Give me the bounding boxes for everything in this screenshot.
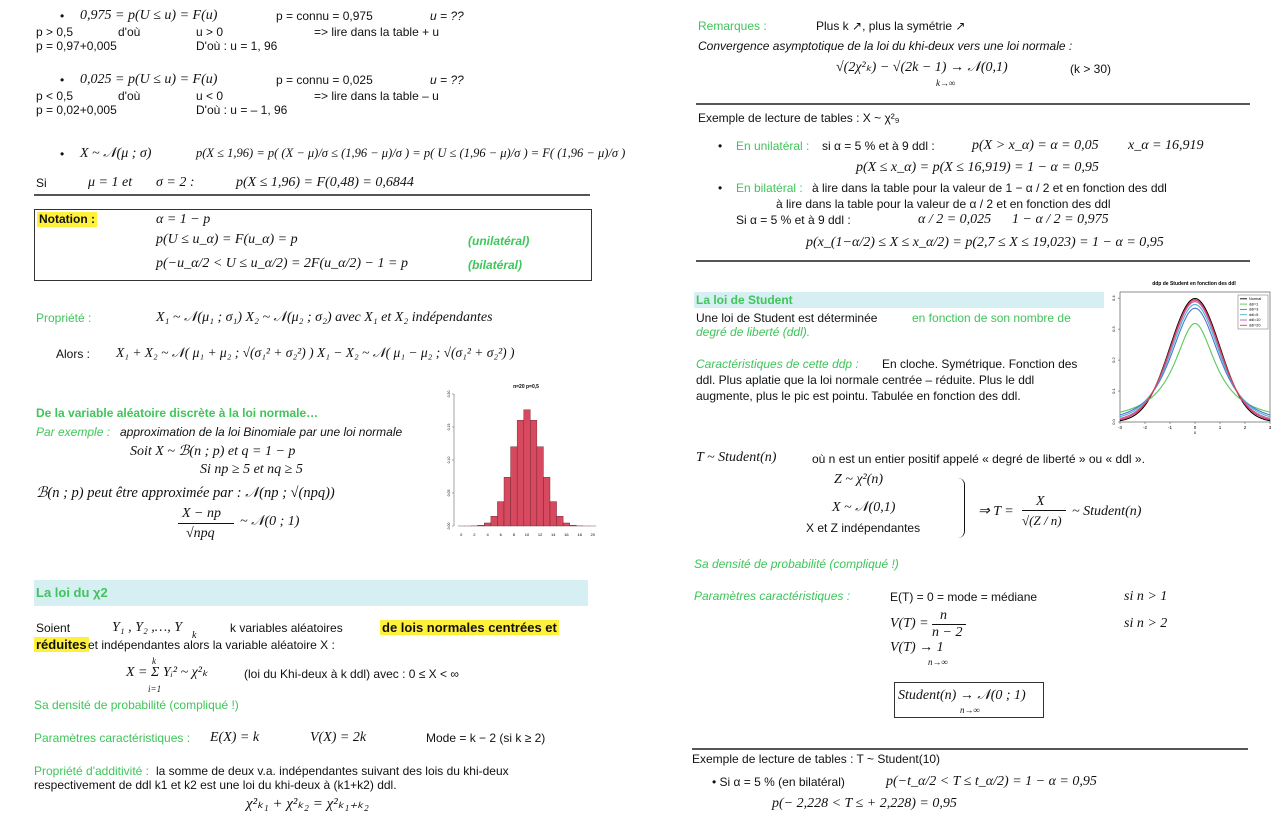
- student-def-b: où n est un entier positif appelé « degré de liberté » ou « ddl ».: [812, 452, 1145, 466]
- b3-equation: p(X ≤ 1,96) = p( (X − μ)/σ ≤ (1,96 − μ)/σ ) = p( U ≤ (1,96 − μ)/σ ) = F( (1,96 − μ)/σ ): [196, 146, 626, 160]
- discrete-frac-bar: [178, 523, 234, 524]
- chi-line-2: et indépendantes alors la variable aléatoire X :: [88, 638, 335, 652]
- ex-chi-bullet-1: •: [718, 139, 723, 153]
- student-legend-label: ddl=3: [1249, 307, 1259, 312]
- propriete-line-2: X₁ + X₂ ~ 𝒩( μ₁ + μ₂ ; √(σ₁² + σ₂²) ) X₁ − X₂ ~ 𝒩( μ₁ − μ₂ ; √(σ₁² + σ₂²) ): [116, 345, 515, 360]
- student-param-v-den: n − 2: [932, 625, 963, 640]
- student-p1-a: Une loi de Student est déterminée: [696, 311, 878, 325]
- student-legend-label: ddl=5: [1249, 312, 1259, 317]
- b2-equation: 0,025 = p(U ≤ u) = F(u): [80, 72, 218, 87]
- histogram-bar: [497, 502, 504, 526]
- b3-mu: μ = 1 et: [88, 175, 133, 190]
- histogram-xtick: 12: [537, 532, 543, 537]
- histogram-xtick: 16: [564, 532, 569, 537]
- b3-sigma: σ = 2 :: [156, 175, 195, 190]
- student-chart-ytick: 0.4: [1111, 295, 1116, 301]
- student-p2-b: En cloche. Symétrique. Fonction des: [882, 357, 1078, 371]
- ex-chi-bullet-2: •: [718, 181, 723, 195]
- chi-param-mode: Mode = k − 2 (si k ≥ 2): [426, 731, 546, 745]
- student-frac-tail: ~ Student(n): [1072, 504, 1142, 519]
- histogram-ytick: 0.05: [447, 489, 451, 497]
- chi-add-label: Propriété d'additivité :: [34, 764, 150, 778]
- ex-chi-b1-label: En unilatéral :: [736, 139, 810, 153]
- remarques-text: Plus k ↗, plus la symétrie ↗: [816, 19, 966, 33]
- b3-si: Si: [36, 176, 47, 190]
- divider-right-3: [692, 748, 1248, 750]
- b1-row2-a: p = 0,97+0,005: [36, 39, 117, 53]
- propriete-label: Propriété :: [36, 311, 92, 325]
- student-density-chart: [1108, 278, 1274, 436]
- ex-chi-b2-line-4: p(x_(1−α/2) ≤ X ≤ x_α/2) = p(2,7 ≤ X ≤ 19,023) = 1 − α = 0,95: [806, 235, 1164, 250]
- b2-row1-c: u < 0: [196, 89, 224, 103]
- ex-chi-b1-text: si α = 5 % et à 9 ddl :: [822, 139, 935, 153]
- student-chart-xtick: 2: [1243, 425, 1247, 430]
- student-p1-c: degré de liberté (ddl).: [696, 325, 811, 339]
- student-chart-ytick: 0.3: [1111, 326, 1116, 332]
- chi-formula-note: (loi du Khi-deux à k ddl) avec : 0 ≤ X < ∞: [244, 667, 459, 681]
- student-implies: ⇒ T =: [978, 504, 1014, 519]
- chi-sum-top: k: [152, 656, 156, 666]
- histogram-xtick: 20: [590, 532, 595, 537]
- histogram-bar: [537, 447, 544, 526]
- chi-title-band: [34, 580, 588, 606]
- histogram-title: n=20 p=0,5: [513, 384, 539, 390]
- remarques-under: k→∞: [936, 78, 956, 88]
- chi-formula: X = Σ Yᵢ² ~ χ²ₖ: [126, 665, 208, 680]
- chi-highlight-2: réduites: [36, 637, 87, 652]
- ex-student-line-1a: • Si α = 5 % (en bilatéral): [712, 775, 845, 789]
- student-limit: V(T) → 1: [890, 640, 944, 655]
- histogram-bar: [530, 420, 537, 526]
- student-p2-c: ddl. Plus aplatie que la loi normale centrée – réduite. Plus le ddl: [696, 373, 1035, 387]
- chi-param-e: E(X) = k: [210, 730, 260, 745]
- chi-add-text-1: la somme de deux v.a. indépendantes suivant des lois du khi-deux: [156, 764, 509, 778]
- student-curve: [1120, 323, 1270, 412]
- b1-row1-d: => lire dans la table + u: [314, 25, 440, 39]
- discrete-si: Si np ≥ 5 et nq ≥ 5: [200, 462, 303, 477]
- student-chart-title: ddp de Student en fonction des ddl: [1152, 281, 1236, 287]
- histogram-ytick: 0.00: [447, 522, 451, 530]
- student-p2-a: Caractéristiques de cette ddp :: [696, 357, 859, 371]
- student-box-under: n→∞: [960, 705, 980, 715]
- propriete-alors: Alors :: [56, 347, 91, 361]
- histogram-xtick: 2: [473, 532, 476, 537]
- chi-k-text: k variables aléatoires: [230, 621, 343, 635]
- remarques-formula: √(2χ²ₖ) − √(2k − 1) → 𝒩(0,1): [836, 60, 1008, 75]
- chi-highlight-1: de lois normales centrées et: [382, 620, 557, 635]
- ex-chi-b2-line-3c: 1 − α / 2 = 0,975: [1012, 212, 1109, 227]
- b2-row1-a: p < 0,5: [36, 89, 74, 103]
- notation-line-1: α = 1 − p: [156, 212, 211, 227]
- histogram-xtick: 18: [577, 532, 582, 537]
- discrete-example-label: Par exemple :: [36, 425, 111, 439]
- histogram-bar: [478, 525, 485, 526]
- histogram-xtick: 14: [551, 532, 556, 537]
- histogram-bar: [504, 477, 511, 526]
- student-frac-num: X: [1036, 494, 1045, 509]
- b2-row2-b: D'où : u = – 1, 96: [196, 103, 288, 117]
- student-chart-xtick: -2: [1142, 425, 1148, 430]
- student-params-label: Paramètres caractéristiques :: [694, 589, 851, 603]
- ex-chi-b1-line-2: p(X ≤ x_α) = p(X ≤ 16,919) = 1 − α = 0,95: [856, 160, 1099, 175]
- b3-result: p(X ≤ 1,96) = F(0,48) = 0,6844: [236, 175, 414, 190]
- notation-label: Notation :: [39, 212, 95, 226]
- histogram-bar: [550, 502, 557, 526]
- histogram-bar: [570, 525, 577, 526]
- histogram-bar: [511, 447, 518, 526]
- divider-right-2: [696, 260, 1250, 262]
- student-chart-xtick: 0: [1193, 425, 1197, 430]
- b3-law: X ~ 𝒩(μ ; σ): [80, 146, 152, 161]
- divider-right-1: [696, 103, 1250, 105]
- ex-chi-b1-eq: p(X > x_α) = α = 0,05: [972, 138, 1099, 153]
- student-param-v-num: n: [940, 608, 947, 623]
- chi-title: La loi du χ2: [36, 585, 108, 600]
- student-brace: [958, 478, 965, 538]
- discrete-frac-den: √npq: [186, 526, 215, 541]
- student-x: X ~ 𝒩(0,1): [832, 500, 896, 515]
- student-chart-ytick: 0.1: [1111, 388, 1116, 394]
- remarques-condition: (k > 30): [1070, 62, 1112, 76]
- b2-unknown: u = ??: [430, 73, 464, 87]
- student-z: Z ~ χ²(n): [834, 472, 884, 487]
- b1-known: p = connu = 0,975: [276, 9, 373, 23]
- ex-chi-b2-line-3b: α / 2 = 0,025: [918, 212, 992, 227]
- student-title: La loi de Student: [696, 293, 793, 307]
- histogram-ytick: 0.20: [447, 390, 451, 398]
- chi-soient: Soient: [36, 621, 71, 635]
- ex-chi-b2-label: En bilatéral :: [736, 181, 803, 195]
- student-frac-bar: [1022, 510, 1066, 511]
- binomial-histogram: [446, 380, 602, 540]
- histogram-ytick: 0.15: [447, 423, 451, 431]
- student-p1-b: en fonction de son nombre de: [912, 311, 1071, 325]
- b1-row2-b: D'où : u = 1, 96: [196, 39, 278, 53]
- student-p2-d: augmente, plus le pic est pointu. Tabulée en fonction des ddl.: [696, 389, 1021, 403]
- ex-chi-title: Exemple de lecture de tables : X ~ χ²₉: [698, 111, 900, 125]
- histogram-bar: [524, 410, 531, 526]
- student-def-a: T ~ Student(n): [696, 450, 777, 465]
- discrete-frac-num: X − np: [182, 506, 221, 521]
- student-box-formula: Student(n) → 𝒩(0 ; 1): [898, 688, 1026, 703]
- student-chart-xtick: 3: [1268, 425, 1272, 430]
- bullet-1: •: [60, 9, 65, 23]
- histogram-bar: [484, 523, 491, 526]
- student-frac-den: √(Z / n): [1022, 513, 1062, 528]
- discrete-frac-tail: ~ 𝒩(0 ; 1): [240, 514, 300, 529]
- discrete-approx: ℬ(n ; p) peut être approximée par : 𝒩(np ; √(npq)): [36, 485, 335, 501]
- b1-row1-a: p > 0,5: [36, 25, 74, 39]
- student-legend-label: Normal: [1249, 297, 1262, 301]
- student-density: Sa densité de probabilité (compliqué !): [694, 557, 899, 571]
- histogram-bar: [491, 516, 498, 526]
- histogram-xtick: 4: [486, 532, 489, 537]
- chi-density: Sa densité de probabilité (compliqué !): [34, 698, 239, 712]
- notation-line-3: p(−u_α/2 < U ≤ u_α/2) = 2F(u_α/2) − 1 = p: [156, 256, 408, 271]
- histogram-xtick: 8: [512, 532, 515, 537]
- student-chart-xtick: 1: [1218, 425, 1222, 430]
- student-limit-under: n→∞: [928, 657, 948, 667]
- chi-add-formula: χ²ₖ₁ + χ²ₖ₂ = χ²ₖ₁₊ₖ₂: [246, 796, 369, 812]
- ex-student-line-1b: p(−t_α/2 < T ≤ t_α/2) = 1 − α = 0,95: [886, 774, 1097, 789]
- student-legend-label: ddl=1: [1249, 302, 1259, 307]
- chi-param-v: V(X) = 2k: [310, 730, 367, 745]
- student-chart-ytick: 0.2: [1111, 357, 1116, 363]
- histogram-bar: [563, 523, 570, 526]
- notation-tag-unilateral: (unilatéral): [468, 234, 530, 248]
- histogram-xtick: 0: [460, 532, 463, 537]
- b1-row1-b: d'où: [118, 25, 141, 39]
- divider-1: [34, 194, 590, 196]
- discrete-soit: Soit X ~ ℬ(n ; p) et q = 1 − p: [130, 444, 296, 459]
- ex-chi-b2-text: à lire dans la table pour la valeur de 1 − α / 2 et en fonction des ddl: [812, 181, 1167, 195]
- discrete-title: De la variable aléatoire discrète à la loi normale…: [36, 406, 319, 420]
- histogram-bar: [543, 477, 550, 526]
- discrete-example-text: approximation de la loi Binomiale par une loi normale: [120, 425, 403, 439]
- student-legend-label: ddl=20: [1249, 323, 1261, 328]
- ex-chi-b2-line-3: Si α = 5 % et à 9 ddl :: [736, 213, 851, 227]
- student-param-v-cond: si n > 2: [1124, 616, 1168, 631]
- chi-sum-bottom: i=1: [148, 684, 162, 694]
- ex-student-title: Exemple de lecture de tables : T ~ Student(10): [692, 752, 941, 766]
- student-param-e: E(T) = 0 = mode = médiane: [890, 590, 1038, 604]
- b2-row2-a: p = 0,02+0,005: [36, 103, 117, 117]
- b1-row1-c: u > 0: [196, 25, 224, 39]
- bullet-2: •: [60, 73, 65, 87]
- bullet-3: •: [60, 147, 65, 161]
- student-chart-ytick: 0.0: [1111, 419, 1116, 425]
- notation-line-2: p(U ≤ u_α) = F(u_α) = p: [156, 232, 298, 247]
- ex-student-line-2: p(− 2,228 < T ≤ + 2,228) = 0,95: [772, 796, 957, 811]
- histogram-xtick: 6: [499, 532, 502, 537]
- ex-chi-b1-x: x_α = 16,919: [1128, 138, 1204, 153]
- student-indep: X et Z indépendantes: [806, 521, 921, 535]
- chi-variables-k: k: [192, 630, 197, 641]
- b1-equation: 0,975 = p(U ≤ u) = F(u): [80, 8, 218, 23]
- b2-row1-d: => lire dans la table – u: [314, 89, 439, 103]
- b2-row1-b: d'où: [118, 89, 141, 103]
- student-chart-xtick: -3: [1117, 425, 1123, 430]
- histogram-xtick: 10: [524, 532, 530, 537]
- remarques-convergence: Convergence asymptotique de la loi du khi-deux vers une loi normale :: [698, 39, 1073, 53]
- student-chart-xtick: -1: [1167, 425, 1173, 430]
- notation-tag-bilateral: (bilatéral): [468, 258, 523, 272]
- chi-variables: Y₁ , Y₂ ,…, Y: [112, 620, 183, 635]
- chi-params-label: Paramètres caractéristiques :: [34, 731, 191, 745]
- remarques-label: Remarques :: [698, 19, 767, 33]
- b2-known: p = connu = 0,025: [276, 73, 373, 87]
- student-param-e-cond: si n > 1: [1124, 589, 1168, 604]
- b1-unknown: u = ??: [430, 9, 464, 23]
- ex-chi-b2-line-2: à lire dans la table pour la valeur de α / 2 et en fonction des ddl: [776, 197, 1111, 211]
- histogram-bar: [557, 516, 564, 526]
- histogram-bar: [517, 420, 524, 526]
- propriete-line-1: X₁ ~ 𝒩(μ₁ ; σ₁) X₂ ~ 𝒩(μ₂ ; σ₂) avec X₁ et X₂ indépendantes: [156, 310, 493, 325]
- student-param-v: V(T) =: [890, 616, 929, 631]
- student-chart-xlabel: x: [1193, 430, 1197, 435]
- student-legend-label: ddl=10: [1249, 318, 1261, 323]
- chi-add-text-2: respectivement de ddl k1 et k2 est une loi du khi-deux à (k1+k2) ddl.: [34, 778, 397, 792]
- histogram-ytick: 0.10: [447, 456, 451, 464]
